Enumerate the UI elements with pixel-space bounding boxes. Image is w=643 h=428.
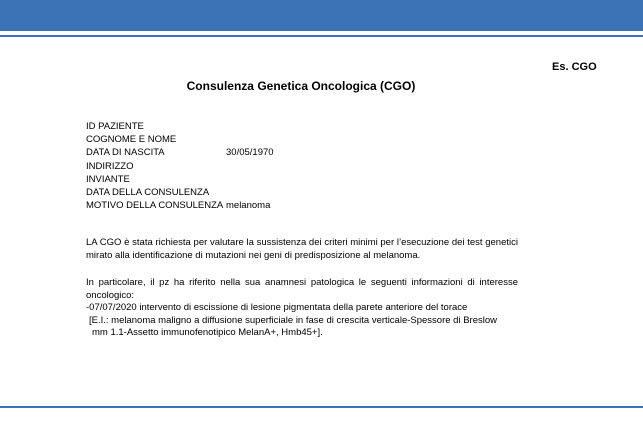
document-tag: Es. CGO	[552, 61, 597, 73]
field-row-referrer	[86, 173, 274, 186]
bottom-divider	[0, 406, 643, 408]
field-value-reason: melanoma	[226, 200, 271, 212]
field-value-birthdate: 30/05/1970	[226, 147, 274, 159]
field-label-birthdate: DATA DI NASCITA	[86, 147, 165, 159]
paragraph-request: LA CGO è stata richiesta per valutare la sussistenza dei criteri minimi per l’esecuzione dei test genetici mirato alla identificazione di mutazioni nei geni di predisposizione al melanoma.	[86, 237, 518, 261]
field-label-name: COGNOME E NOME	[86, 134, 177, 146]
field-row-id	[86, 120, 274, 133]
field-row-name	[86, 133, 274, 146]
history-exam: [E.I.: melanoma maligno a diffusione superficiale in fase di crescita verticale-Spessore di Breslow	[89, 314, 497, 326]
field-label-consult-date: DATA DELLA CONSULENZA	[86, 186, 210, 198]
field-row-consult-date	[86, 186, 274, 199]
history-surgery: -07/07/2020 intervento di escissione di lesione pigmentata della parete anteriore del torace	[86, 302, 468, 314]
history-intro: In particolare, il pz ha riferito nella sua anamnesi patologica le seguenti informazioni di interesse oncologico:	[86, 277, 518, 301]
history-immuno: mm 1.1-Assetto immunofenotipico MelanA+, Hmb45+].	[92, 327, 323, 339]
field-label-reason: MOTIVO DELLA CONSULENZA	[86, 200, 224, 212]
top-divider	[0, 35, 643, 37]
field-label-id: ID PAZIENTE	[86, 121, 144, 132]
document-title: Consulenza Genetica Oncologica (CGO)	[186, 79, 416, 93]
top-banner	[0, 0, 643, 31]
field-row-birthdate	[86, 146, 274, 159]
field-label-address: INDIRIZZO	[86, 160, 134, 172]
field-label-referrer: INVIANTE	[86, 173, 130, 185]
paragraph-history	[86, 277, 518, 340]
field-row-reason	[86, 199, 274, 212]
patient-fields	[86, 120, 274, 212]
field-row-address	[86, 160, 274, 173]
